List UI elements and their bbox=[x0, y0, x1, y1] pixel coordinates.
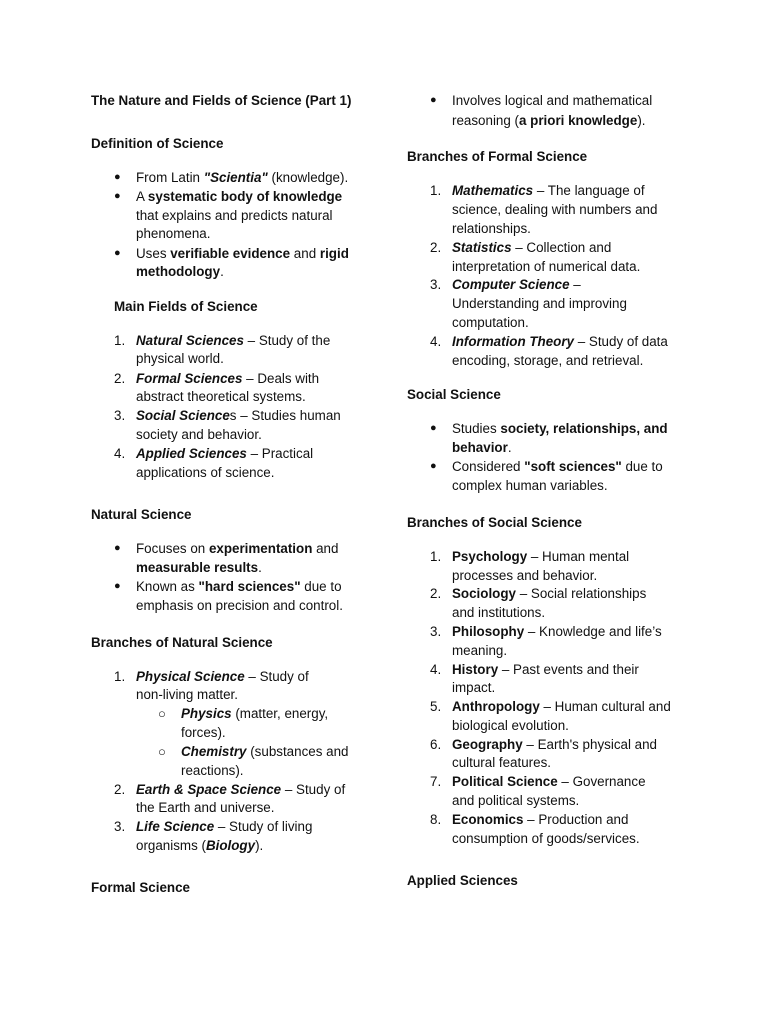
branches-social-heading: Branches of Social Science bbox=[407, 515, 582, 530]
bullet-icon: ● bbox=[430, 422, 437, 434]
list-item-line: encoding, storage, and retrieval. bbox=[452, 353, 644, 368]
list-number: 7. bbox=[430, 774, 442, 789]
list-item-line: that explains and predicts natural bbox=[136, 208, 333, 223]
list-number: 1. bbox=[430, 549, 442, 564]
list-item: Life Science – Study of living bbox=[136, 819, 313, 834]
list-number: 2. bbox=[430, 586, 442, 601]
list-number: 2. bbox=[430, 240, 442, 255]
list-item-line: and political systems. bbox=[452, 793, 580, 808]
applied-sciences-heading: Applied Sciences bbox=[407, 873, 518, 888]
list-item: Geography – Earth's physical and bbox=[452, 737, 657, 752]
page-title: The Nature and Fields of Science (Part 1) bbox=[91, 93, 352, 108]
list-item: Focuses on experimentation and bbox=[136, 541, 339, 556]
list-item-line: cultural features. bbox=[452, 755, 551, 770]
list-item-line: emphasis on precision and control. bbox=[136, 598, 343, 613]
formal-science-heading: Formal Science bbox=[91, 880, 190, 895]
list-item-line: relationships. bbox=[452, 221, 531, 236]
list-number: 6. bbox=[430, 737, 442, 752]
list-item: Physical Science – Study of bbox=[136, 669, 309, 684]
list-number: 2. bbox=[114, 782, 126, 797]
list-item-line: the Earth and universe. bbox=[136, 800, 275, 815]
sub-list-item: Physics (matter, energy, bbox=[181, 706, 329, 721]
list-item: Involves logical and mathematical bbox=[452, 93, 653, 108]
list-item-line: methodology. bbox=[136, 264, 224, 279]
list-item-line: Understanding and improving bbox=[452, 296, 627, 311]
list-item: Considered "soft sciences" due to bbox=[452, 459, 663, 474]
list-item-line: meaning. bbox=[452, 643, 508, 658]
list-number: 8. bbox=[430, 812, 442, 827]
list-number: 3. bbox=[114, 408, 126, 423]
list-item: Natural Sciences – Study of the bbox=[136, 333, 331, 348]
list-item-line: behavior. bbox=[452, 440, 512, 455]
list-item: Mathematics – The language of bbox=[452, 183, 645, 198]
list-number: 3. bbox=[114, 819, 126, 834]
list-item-line: biological evolution. bbox=[452, 718, 569, 733]
list-item-line: impact. bbox=[452, 680, 496, 695]
list-item-line: applications of science. bbox=[136, 465, 275, 480]
bullet-icon: ● bbox=[430, 94, 437, 106]
bullet-icon: ● bbox=[430, 460, 437, 472]
list-item-line: phenomena. bbox=[136, 226, 211, 241]
list-item-line: computation. bbox=[452, 315, 529, 330]
list-number: 2. bbox=[114, 371, 126, 386]
list-item-line: non-living matter. bbox=[136, 687, 238, 702]
list-item: History – Past events and their bbox=[452, 662, 639, 677]
list-number: 3. bbox=[430, 624, 442, 639]
bullet-icon: ● bbox=[114, 580, 121, 592]
branches-formal-heading: Branches of Formal Science bbox=[407, 149, 588, 164]
bullet-icon: ● bbox=[114, 190, 121, 202]
list-item: From Latin "Scientia" (knowledge). bbox=[136, 170, 349, 185]
list-item-line: measurable results. bbox=[136, 560, 262, 575]
list-item-line: science, dealing with numbers and bbox=[452, 202, 658, 217]
hollow-bullet-icon: ○ bbox=[158, 706, 166, 721]
hollow-bullet-icon: ○ bbox=[158, 744, 166, 759]
list-item-line: reactions). bbox=[181, 763, 244, 778]
list-item: Applied Sciences – Practical bbox=[136, 446, 314, 461]
list-number: 4. bbox=[430, 662, 442, 677]
list-item: Formal Sciences – Deals with bbox=[136, 371, 320, 386]
list-item-line: abstract theoretical systems. bbox=[136, 389, 306, 404]
list-item: Computer Science – bbox=[452, 277, 581, 292]
sub-list-item: Chemistry (substances and bbox=[181, 744, 349, 759]
list-item: Political Science – Governance bbox=[452, 774, 646, 789]
definition-heading: Definition of Science bbox=[91, 136, 224, 151]
list-item-line: consumption of goods/services. bbox=[452, 831, 640, 846]
list-item: Social Sciences – Studies human bbox=[136, 408, 341, 423]
list-item: Information Theory – Study of data bbox=[452, 334, 668, 349]
list-item: Studies society, relationships, and bbox=[452, 421, 668, 436]
list-item-line: society and behavior. bbox=[136, 427, 262, 442]
list-item-line: reasoning (a priori knowledge). bbox=[452, 113, 646, 128]
list-item: Known as "hard sciences" due to bbox=[136, 579, 342, 594]
list-number: 1. bbox=[114, 669, 126, 684]
list-item-line: organisms (Biology). bbox=[136, 838, 264, 853]
list-item-line: processes and behavior. bbox=[452, 568, 598, 583]
list-item-line: physical world. bbox=[136, 351, 224, 366]
list-item-line: forces). bbox=[181, 725, 226, 740]
list-item: Anthropology – Human cultural and bbox=[452, 699, 671, 714]
natural-science-heading: Natural Science bbox=[91, 507, 192, 522]
list-number: 5. bbox=[430, 699, 442, 714]
main-fields-heading: Main Fields of Science bbox=[114, 299, 258, 314]
list-item: Philosophy – Knowledge and life’s bbox=[452, 624, 662, 639]
list-number: 3. bbox=[430, 277, 442, 292]
bullet-icon: ● bbox=[114, 542, 121, 554]
list-number: 1. bbox=[114, 333, 126, 348]
list-item: Earth & Space Science – Study of bbox=[136, 782, 346, 797]
list-number: 4. bbox=[114, 446, 126, 461]
list-number: 4. bbox=[430, 334, 442, 349]
list-item-line: interpretation of numerical data. bbox=[452, 259, 641, 274]
list-item: Statistics – Collection and bbox=[452, 240, 612, 255]
list-item: Uses verifiable evidence and rigid bbox=[136, 246, 349, 261]
list-number: 1. bbox=[430, 183, 442, 198]
list-item: A systematic body of knowledge bbox=[136, 189, 343, 204]
social-science-heading: Social Science bbox=[407, 387, 501, 402]
bullet-icon: ● bbox=[114, 247, 121, 259]
bullet-icon: ● bbox=[114, 171, 121, 183]
list-item: Sociology – Social relationships bbox=[452, 586, 647, 601]
list-item-line: complex human variables. bbox=[452, 478, 608, 493]
branches-natural-heading: Branches of Natural Science bbox=[91, 635, 273, 650]
list-item: Economics – Production and bbox=[452, 812, 629, 827]
list-item-line: and institutions. bbox=[452, 605, 546, 620]
list-item: Psychology – Human mental bbox=[452, 549, 630, 564]
